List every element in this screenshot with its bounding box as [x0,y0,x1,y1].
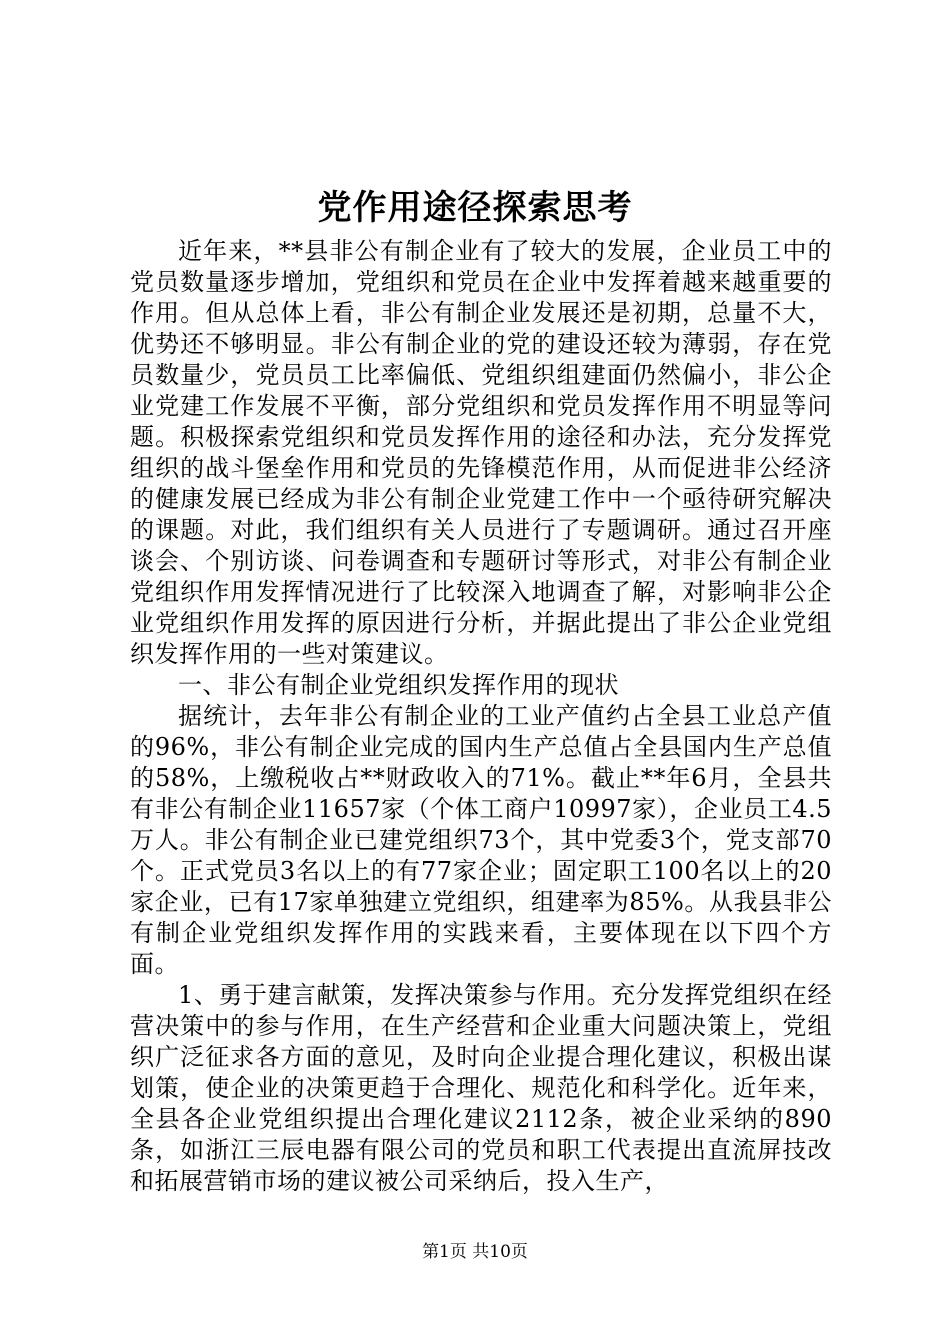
section-heading: 一、非公有制企业党组织发挥作用的现状 [178,671,619,699]
paragraph-intro: 近年来，**县非公有制企业有了较大的发展，企业员工中的党员数量逐步增加，党组织和党员在企业中发挥着越来越重要的作用。但从总体上看，非公有制企业发展还是初期，总量不大，优势还不够明显。非公有制企业的党的建设还较为薄弱，存在党员数量少，党员员工比率偏低、党组织组建面仍然偏小，非公企业党建工作发展不平衡，部分党组织和党员发挥作用不明显等问题。积极探索党组织和党员发挥作用的途径和办法，充分发挥党组织的战斗堡垒作用和党员的先锋模范作用，从而促进非公经济的健康发展已经成为非公有制企业党建工作中一个亟待研究解决的课题。对此，我们组织有关人员进行了专题调研。通过召开座谈会、个别访谈、问卷调查和专题研讨等形式，对非公有制企业党组织作用发挥情况进行了比较深入地调查了解，对影响非公企业党组织作用发挥的原因进行分析，并据此提出了非公企业党组织发挥作用的一些对策建议。 [130,237,832,668]
document-title: 党作用途径探索思考 [317,188,633,228]
document-body [130,236,832,1197]
page-footer: 第1页 共10页 [422,1242,528,1262]
paragraph-item-1: 1、勇于建言献策，发挥决策参与作用。充分发挥党组织在经营决策中的参与作用，在生产经营和企业重大问题决策上，党组织广泛征求各方面的意见，及时向企业提合理化建议，积极出谋划策，使企业的决策更趋于合理化、规范化和科学化。近年来，全县各企业党组织提出合理化建议2112条，被企业采纳的890条，如浙江三辰电器有限公司的党员和职工代表提出直流屏技改和拓展营销市场的建议被公司采纳后，投入生产， [130,981,832,1195]
paragraph-statistics: 据统计，去年非公有制企业的工业产值约占全县工业总产值的96%，非公有制企业完成的国内生产总值占全县国内生产总值的58%，上缴税收占**财政收入的71%。截止**年6月，全县共有非公有制企业11657家（个体工商户10997家），企业员工4.5万人。非公有制企业已建党组织73个，其中党委3个，党支部70个。正式党员3名以上的有77家企业；固定职工100名以上的20家企业，已有17家单独建立党组织，组建率为85%。从我县非公有制企业党组织发挥作用的实践来看，主要体现在以下四个方面。 [130,702,832,978]
